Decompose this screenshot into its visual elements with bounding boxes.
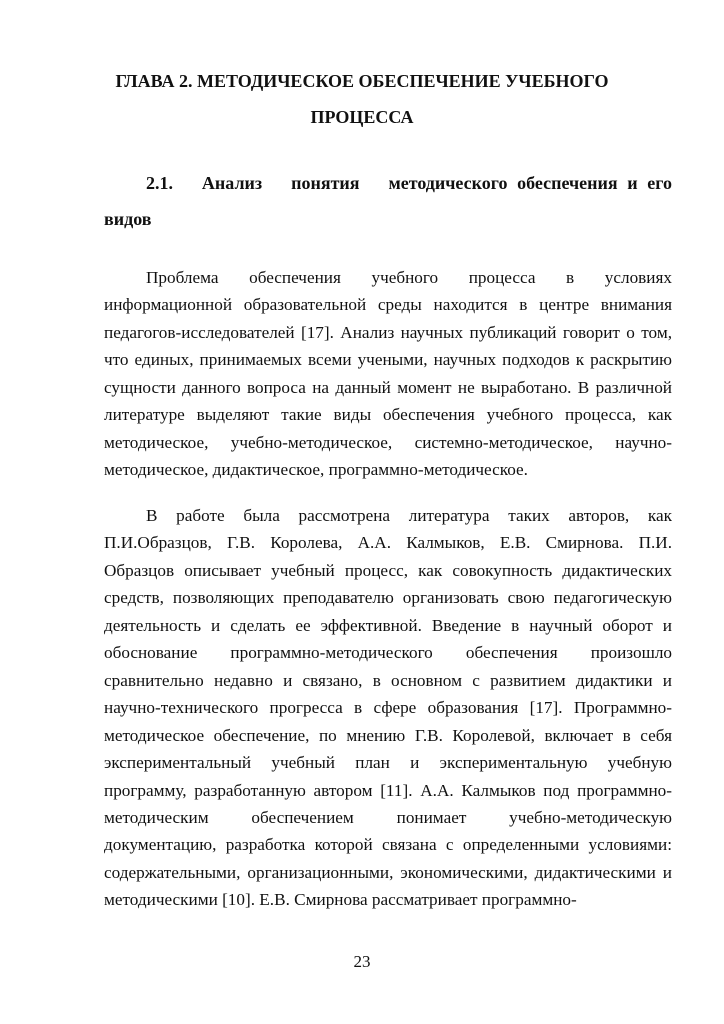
paragraph-1-line: литературе выделяют такие виды обеспечения учебного процесса, как — [104, 405, 672, 425]
paragraph-1-line: Проблема обеспечения учебного процесса в условиях — [146, 268, 672, 287]
paragraph-2-line: экспериментальный учебный план и экспериментальную учебную — [104, 753, 672, 773]
section-title-line-1: 2.1. Анализ понятия методического обеспечения и его — [146, 173, 672, 193]
paragraph-2-line: П.И.Образцов, Г.В. Королева, А.А. Калмыков, Е.В. Смирнова. П.И. — [104, 533, 672, 553]
paragraph-1-line: информационной образовательной среды находится в центре внимания — [104, 295, 672, 315]
paragraph-1-line: что единых, принимаемых всеми учеными, научных подходов к раскрытию — [104, 350, 672, 370]
paragraph-2-line: средств, позволяющих преподавателю организовать свою педагогическую — [104, 588, 672, 608]
chapter-title-line-1: ГЛАВА 2. МЕТОДИЧЕСКОЕ ОБЕСПЕЧЕНИЕ УЧЕБНОГО — [115, 71, 609, 91]
paragraph-2-line: сравнительно недавно и связано, в основном с развитием дидактики и — [104, 670, 672, 690]
paragraph-2-line: документацию, разработка которой связана с определенными условиями: — [104, 835, 672, 855]
paragraph-1-line: педагогов-исследователей [17]. Анализ научных публикаций говорит о том, — [104, 322, 672, 342]
paragraph-2-line: Образцов описывает учебный процесс, как совокупность дидактических — [104, 560, 672, 580]
section-title-line-2: видов — [104, 209, 152, 229]
paragraph-1-line: методическое, дидактическое, программно-методическое. — [104, 460, 528, 480]
paragraph-2-line: методическое обеспечение, по мнению Г.В. Королевой, включает в себя — [104, 725, 672, 745]
paragraph-2-line: программу, разработанную автором [11]. А.А. Калмыков под программно- — [104, 780, 672, 800]
chapter-title-line-2: ПРОЦЕССА — [310, 107, 414, 127]
page-number: 23 — [353, 952, 371, 971]
paragraph-1-line: сущности данного вопроса на данный момент не выработано. В различной — [104, 377, 672, 397]
paragraph-2-line: деятельность и сделать ее эффективной. Введение в научный оборот и — [104, 615, 672, 635]
paragraph-2-line: методическими [10]. Е.В. Смирнова рассматривает программно- — [104, 890, 577, 910]
paragraph-2-line: методическим обеспечением понимает учебно-методическую — [104, 807, 672, 827]
paragraph-2-line: содержательными, организационными, экономическими, дидактическими и — [104, 862, 672, 882]
paragraph-2-line: В работе была рассмотрена литература таких авторов, как — [146, 506, 672, 525]
paragraph-1-line: методическое, учебно-методическое, системно-методическое, научно- — [104, 432, 672, 452]
paragraph-2-line: обоснование программно-методического обеспечения произошло — [104, 643, 672, 663]
paragraph-2-line: научно-технического прогресса в сфере образования [17]. Программно- — [104, 698, 672, 718]
